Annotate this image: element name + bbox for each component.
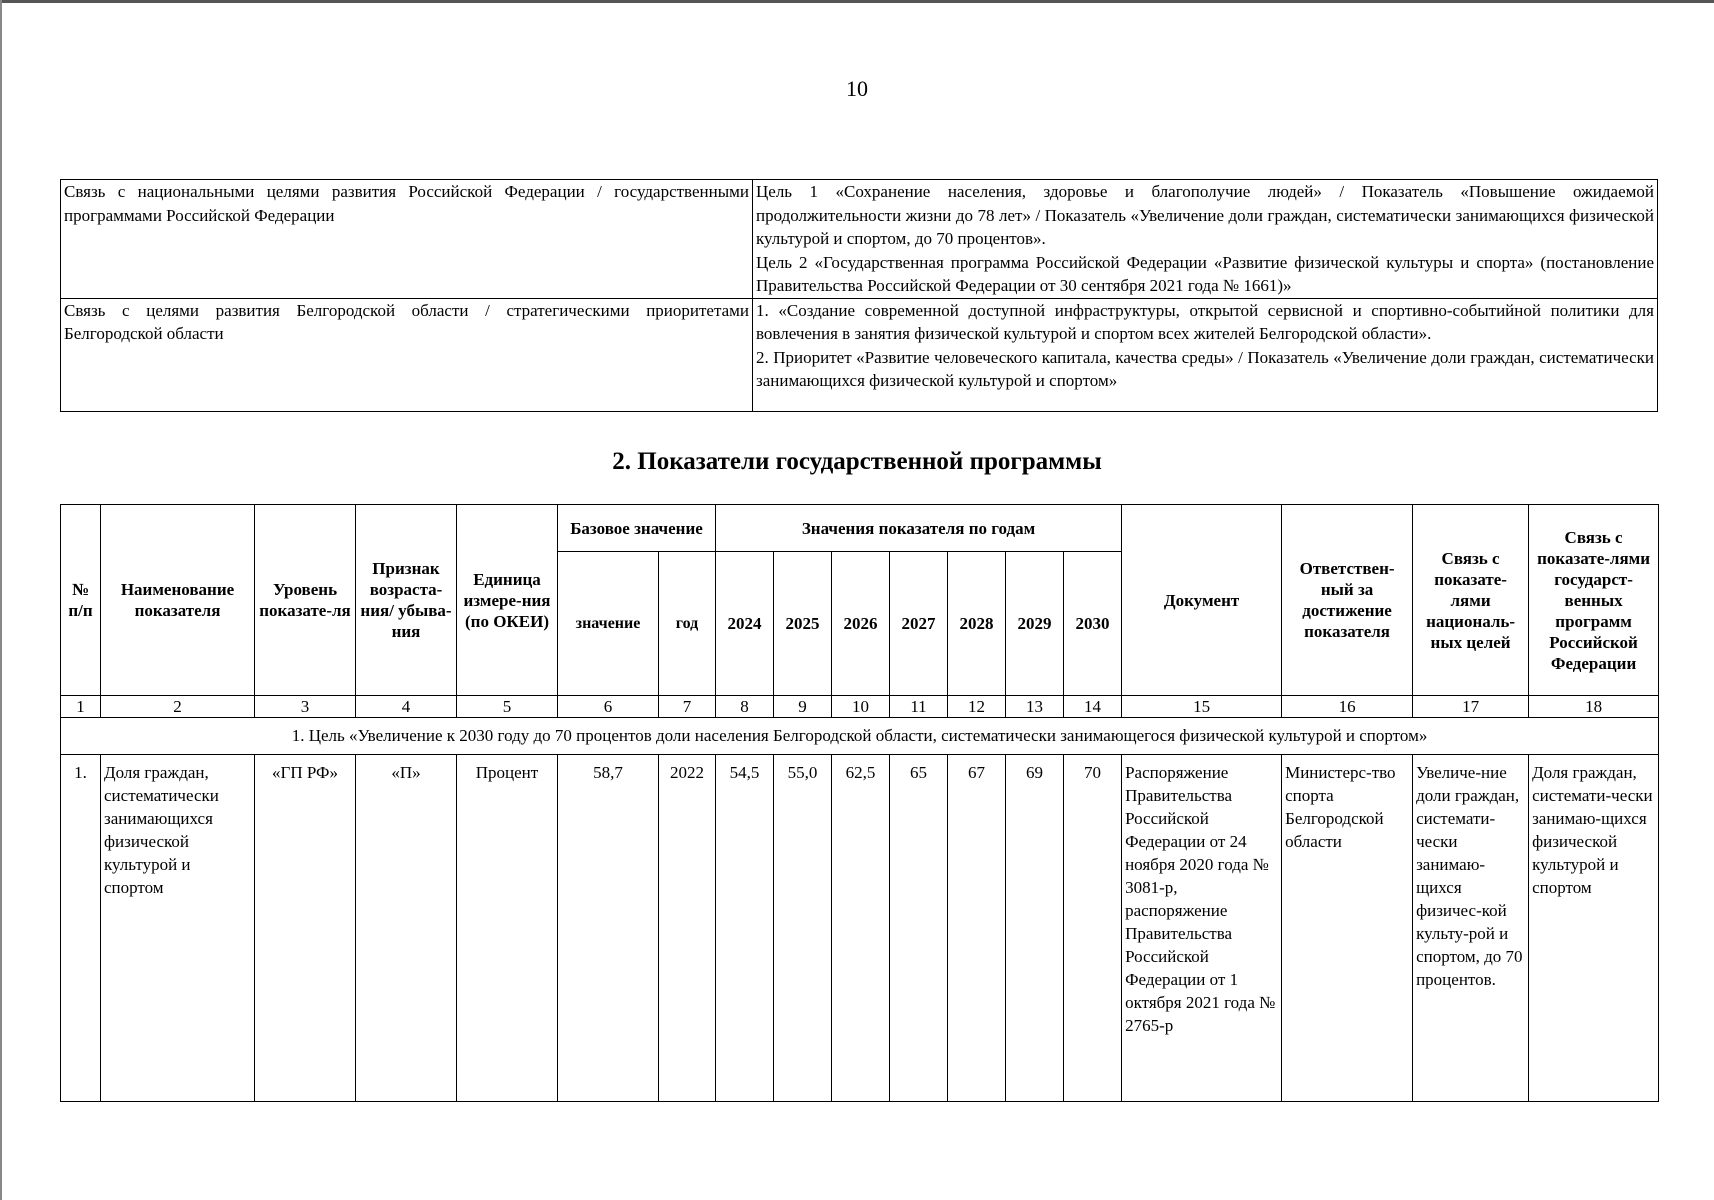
indicators-table bbox=[60, 504, 1659, 1102]
scan-edge-top bbox=[0, 0, 1714, 3]
row-value-2030: 70 bbox=[1064, 755, 1122, 1102]
header-year-2024: 2024 bbox=[716, 552, 774, 696]
links-paragraph: 2. Приоритет «Развитие человеческого капитала, качества среды» / Показатель «Увеличение доли граждан, систематически занимающихся физической культурой и спортом» bbox=[756, 347, 1654, 390]
header-year-2028: 2028 bbox=[948, 552, 1006, 696]
row-national-link: Увеличе-ние доли граждан, системати-чески занимаю-щихся физичес-кой культу-рой и спортом, до 70 процентов. bbox=[1413, 755, 1529, 1102]
row-value-2026: 62,5 bbox=[832, 755, 890, 1102]
row-level: «ГП РФ» bbox=[255, 755, 356, 1102]
column-number: 9 bbox=[774, 696, 832, 718]
links-content-regional bbox=[753, 298, 1658, 411]
header-level: Уровень показате-ля bbox=[255, 505, 356, 696]
header-national-link: Связь с показате-лями националь-ных целей bbox=[1413, 505, 1529, 696]
column-number: 17 bbox=[1413, 696, 1529, 718]
column-number: 14 bbox=[1064, 696, 1122, 718]
column-number: 6 bbox=[558, 696, 659, 718]
table-row bbox=[61, 755, 1659, 1102]
column-number: 18 bbox=[1529, 696, 1659, 718]
links-paragraph: Цель 1 «Сохранение населения, здоровье и благополучие людей» / Показатель «Повышение ожидаемой продолжительности жизни до 78 лет» / Показатель «Увеличение доли граждан, систематически занимающихся физической культурой и спортом, до 70 процентов». bbox=[756, 182, 1654, 248]
column-number: 13 bbox=[1006, 696, 1064, 718]
scan-edge-left bbox=[0, 0, 2, 1200]
row-document: Распоряжение Правительства Российской Федерации от 24 ноября 2020 года № 3081-р, распоряжение Правительства Российской Федерации от 1 октября 2021 года № 2765-р bbox=[1122, 755, 1282, 1102]
column-number-row bbox=[61, 696, 1659, 718]
row-value-2029: 69 bbox=[1006, 755, 1064, 1102]
row-value-2025: 55,0 bbox=[774, 755, 832, 1102]
row-num: 1. bbox=[61, 755, 101, 1102]
column-number: 1 bbox=[61, 696, 101, 718]
header-base-group: Базовое значение bbox=[558, 505, 716, 552]
links-paragraph: Цель 2 «Государственная программа Российской Федерации «Развитие физической культуры и спорта» (постановление Правительства Российской Федерации от 30 сентября 2021 года № 1661)» bbox=[756, 252, 1654, 295]
row-value-2027: 65 bbox=[890, 755, 948, 1102]
header-unit: Единица измере-ния (по ОКЕИ) bbox=[457, 505, 558, 696]
row-base-value: 58,7 bbox=[558, 755, 659, 1102]
header-num: № п/п bbox=[61, 505, 101, 696]
links-label-regional: Связь с целями развития Белгородской области / стратегическими приоритетами Белгородской области bbox=[61, 298, 753, 411]
row-state-link: Доля граждан, системати-чески занимаю-щихся физической культурой и спортом bbox=[1529, 755, 1659, 1102]
column-number: 15 bbox=[1122, 696, 1282, 718]
header-sign: Признак возраста-ния/ убыва-ния bbox=[356, 505, 457, 696]
row-sign: «П» bbox=[356, 755, 457, 1102]
row-unit: Процент bbox=[457, 755, 558, 1102]
column-number: 8 bbox=[716, 696, 774, 718]
column-number: 12 bbox=[948, 696, 1006, 718]
header-base-year: год bbox=[659, 552, 716, 696]
header-year-2026: 2026 bbox=[832, 552, 890, 696]
header-base-value: значение bbox=[558, 552, 659, 696]
links-label-national: Связь с национальными целями развития Российской Федерации / государственными программами Российской Федерации bbox=[61, 180, 753, 299]
header-state-link: Связь с показате-лями государст-венных программ Российской Федерации bbox=[1529, 505, 1659, 696]
links-content-national bbox=[753, 180, 1658, 299]
links-table bbox=[60, 179, 1658, 412]
goal-text: 1. Цель «Увеличение к 2030 году до 70 процентов доли населения Белгородской области, систематически занимающегося физической культурой и спортом» bbox=[61, 718, 1659, 755]
column-number: 11 bbox=[890, 696, 948, 718]
header-years-group: Значения показателя по годам bbox=[716, 505, 1122, 552]
column-number: 2 bbox=[101, 696, 255, 718]
row-value-2024: 54,5 bbox=[716, 755, 774, 1102]
row-responsible: Министерс-тво спорта Белгородской области bbox=[1282, 755, 1413, 1102]
page-number: 10 bbox=[846, 76, 868, 101]
links-row-regional bbox=[61, 298, 1658, 411]
header-row-1 bbox=[61, 505, 1659, 552]
column-number: 7 bbox=[659, 696, 716, 718]
section-title: 2. Показатели государственной программы bbox=[612, 448, 1102, 475]
column-number: 4 bbox=[356, 696, 457, 718]
header-year-2025: 2025 bbox=[774, 552, 832, 696]
header-year-2030: 2030 bbox=[1064, 552, 1122, 696]
links-row-national bbox=[61, 180, 1658, 299]
header-year-2029: 2029 bbox=[1006, 552, 1064, 696]
column-number: 10 bbox=[832, 696, 890, 718]
links-paragraph: 1. «Создание современной доступной инфраструктуры, открытой сервисной и спортивно-событийной политики для вовлечения в занятия физической культурой и спортом всех жителей Белгородской области». bbox=[756, 300, 1654, 343]
row-value-2028: 67 bbox=[948, 755, 1006, 1102]
row-base-year: 2022 bbox=[659, 755, 716, 1102]
column-number: 5 bbox=[457, 696, 558, 718]
goal-row bbox=[61, 718, 1659, 755]
row-name: Доля граждан, систематически занимающихся физической культурой и спортом bbox=[101, 755, 255, 1102]
header-document: Документ bbox=[1122, 505, 1282, 696]
column-number: 16 bbox=[1282, 696, 1413, 718]
header-responsible: Ответствен-ный за достижение показателя bbox=[1282, 505, 1413, 696]
header-name: Наименование показателя bbox=[101, 505, 255, 696]
column-number: 3 bbox=[255, 696, 356, 718]
header-year-2027: 2027 bbox=[890, 552, 948, 696]
